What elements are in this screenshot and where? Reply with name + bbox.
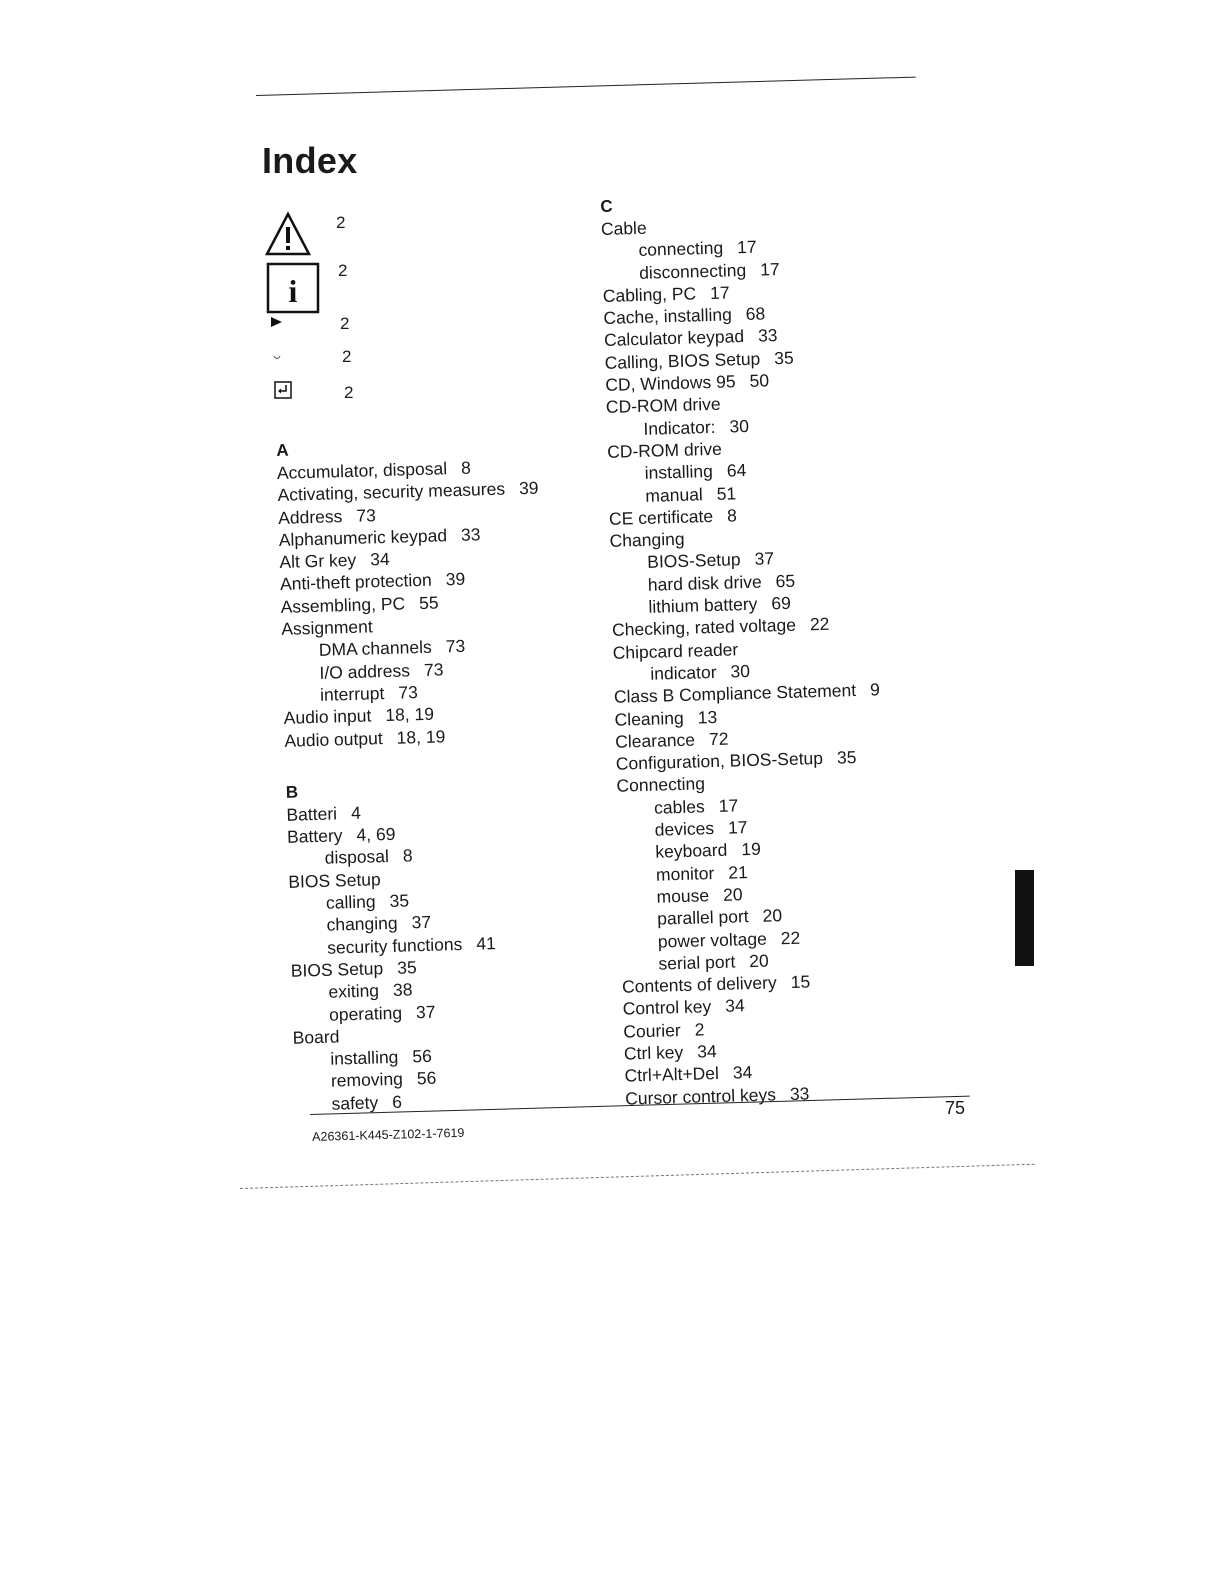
entry-pages: 34	[732, 1062, 753, 1083]
entry-term: Anti-theft protection	[279, 570, 433, 595]
entry-pages: 9	[869, 679, 881, 700]
entry-term: operating	[328, 1002, 403, 1025]
entry-pages: 73	[423, 659, 444, 680]
entry-pages: 38	[392, 979, 413, 1001]
entry-pages: 20	[762, 905, 783, 926]
entry-term: monitor	[655, 862, 715, 885]
entry-term: Alt Gr key	[279, 549, 357, 573]
entry-pages: 64	[726, 460, 747, 481]
entry-pages: 4, 69	[356, 823, 396, 846]
entry-pages: 39	[518, 477, 539, 499]
symbol-row	[270, 314, 349, 334]
warning-triangle-icon	[264, 210, 312, 263]
entry-term: mouse	[656, 885, 710, 907]
entry-term: devices	[654, 818, 715, 840]
entry-term: Cabling, PC	[602, 283, 697, 306]
symbol-page: 2	[342, 347, 352, 366]
entry-term: changing	[326, 913, 398, 936]
symbol-row	[264, 210, 345, 263]
entry-pages: 51	[716, 482, 737, 504]
entry-term: hard disk drive	[647, 571, 762, 595]
entry-term: security functions	[326, 933, 463, 958]
entry-term: BIOS Setup	[288, 869, 381, 892]
entry-pages: 35	[396, 957, 417, 978]
entry-term: connecting	[638, 237, 724, 261]
entry-term: CD-ROM drive	[606, 438, 723, 462]
symbol-page: 2	[336, 212, 346, 232]
symbol-page: 2	[338, 260, 348, 280]
entry-term: BIOS-Setup	[646, 549, 741, 573]
entry-pages: 8	[460, 457, 472, 478]
entry-pages: 17	[759, 258, 780, 280]
entry-pages: 33	[757, 325, 778, 347]
entry-term: Cache, installing	[603, 304, 733, 329]
entry-pages: 8	[726, 505, 738, 526]
entry-term: cables	[653, 796, 705, 818]
entry-pages: 17	[727, 817, 748, 838]
entry-term: Assembling, PC	[280, 593, 406, 617]
entry-term: Ctrl+Alt+Del	[624, 1063, 720, 1086]
entry-term: Control key	[622, 996, 712, 1020]
entry-pages: 4	[350, 802, 362, 823]
entry-pages: 34	[369, 549, 390, 570]
entry-term: CD-ROM drive	[605, 394, 721, 418]
arrow-bullet-icon	[270, 315, 284, 334]
page-title: Index	[262, 140, 358, 181]
entry-pages: 30	[730, 660, 751, 682]
entry-term: keyboard	[655, 840, 728, 863]
entry-pages: 73	[398, 682, 419, 703]
document-code: A26361-K445-Z102-1-7619	[312, 1125, 465, 1144]
enter-key-icon	[274, 381, 292, 404]
entry-term: removing	[330, 1069, 404, 1092]
entry-term: BIOS Setup	[290, 958, 384, 981]
entry-term: Board	[292, 1026, 340, 1048]
entry-term: Audio output	[284, 727, 383, 751]
entry-pages: 33	[789, 1083, 810, 1104]
entry-term: installing	[330, 1046, 399, 1069]
entry-pages: 2	[694, 1019, 705, 1040]
entry-term: Assignment	[281, 616, 373, 640]
entry-term: Alphanumeric keypad	[278, 525, 448, 550]
entry-pages: 39	[445, 569, 466, 590]
entry-term: Accumulator, disposal	[276, 458, 448, 483]
entry-term: I/O address	[319, 660, 411, 683]
index-section-a	[276, 433, 546, 752]
entry-term: Batteri	[286, 803, 338, 825]
thumb-index-tab	[1015, 870, 1034, 966]
entry-term: safety	[331, 1092, 379, 1114]
symbol-row	[274, 381, 353, 404]
svg-text:i: i	[288, 273, 298, 309]
entry-pages: 56	[416, 1068, 437, 1089]
index-section-b	[286, 774, 556, 1115]
entry-pages: 18, 19	[396, 725, 446, 748]
entry-term: Clearance	[614, 729, 696, 752]
entry-term: Chipcard reader	[612, 638, 739, 663]
entry-term: Cable	[600, 217, 647, 239]
entry-pages: 20	[748, 950, 770, 971]
entry-pages: 20	[722, 884, 743, 905]
entry-term: Ctrl key	[623, 1041, 684, 1064]
symbol-row	[272, 347, 351, 367]
entry-pages: 73	[445, 636, 466, 657]
symbol-row	[266, 262, 347, 319]
section-letter: C	[600, 196, 613, 216]
entry-pages: 22	[780, 927, 801, 948]
entry-pages: 33	[460, 524, 481, 545]
entry-term: Battery	[286, 825, 343, 847]
entry-pages: 21	[728, 861, 749, 883]
entry-pages: 65	[775, 570, 796, 591]
entry-term: manual	[645, 483, 704, 506]
small-mark-icon	[272, 348, 282, 367]
entry-term: Contents of delivery	[621, 972, 777, 997]
index-column-right	[600, 189, 891, 1110]
entry-pages: 22	[809, 614, 830, 635]
entry-term: Address	[277, 505, 343, 528]
entry-pages: 73	[356, 504, 377, 526]
entry-term: Calculator keypad	[603, 326, 745, 351]
scan-edge-line	[240, 1164, 1035, 1189]
entry-term: Cleaning	[614, 707, 684, 730]
entry-pages: 18, 19	[385, 703, 435, 726]
entry-term: Connecting	[616, 773, 706, 797]
entry-term: Changing	[609, 528, 685, 552]
entry-term: interrupt	[319, 683, 385, 705]
entry-pages: 8	[402, 845, 413, 867]
section-letter: B	[285, 782, 299, 802]
entry-pages: 68	[745, 303, 766, 325]
symbol-page: 2	[344, 382, 354, 402]
entry-pages: 37	[411, 912, 432, 933]
entry-term: CD, Windows 95	[605, 371, 736, 396]
index-section-c	[600, 189, 891, 1110]
entry-pages: 13	[697, 706, 718, 728]
entry-pages: 35	[773, 347, 794, 368]
entry-pages: 15	[790, 971, 811, 993]
entry-pages: 17	[709, 282, 730, 303]
entry-pages: 34	[724, 995, 745, 1017]
entry-pages: 17	[736, 236, 757, 258]
entry-term: Class B Compliance Statement	[613, 680, 857, 708]
entry-term: power voltage	[657, 928, 768, 952]
entry-term: Indicator:	[643, 416, 716, 439]
entry-pages: 30	[729, 415, 750, 437]
entry-pages: 56	[412, 1046, 433, 1067]
entry-pages: 17	[718, 795, 739, 816]
entry-pages: 50	[749, 370, 770, 391]
entry-pages: 37	[754, 548, 775, 570]
info-box-icon	[266, 262, 320, 319]
entry-pages: 19	[741, 839, 762, 860]
header-rule	[256, 77, 916, 96]
entry-term: exiting	[328, 980, 380, 1002]
entry-term: parallel port	[656, 906, 749, 929]
symbol-page: 2	[340, 314, 350, 333]
entry-term: indicator	[650, 661, 717, 684]
entry-term: disposal	[324, 846, 390, 869]
entry-term: lithium battery	[648, 593, 758, 617]
index-column-left	[276, 433, 556, 1116]
entry-term: disconnecting	[638, 259, 747, 283]
entry-term: serial port	[658, 951, 736, 974]
entry-term: Configuration, BIOS-Setup	[615, 748, 824, 774]
entry-pages: 37	[415, 1001, 436, 1022]
entry-term: Cursor control keys	[624, 1084, 777, 1109]
entry-term: installing	[644, 461, 714, 484]
page-number: 75	[945, 1098, 966, 1118]
entry-term: Checking, rated voltage	[611, 615, 797, 641]
entry-pages: 6	[391, 1091, 403, 1112]
entry-pages: 69	[771, 592, 792, 614]
entry-pages: 35	[836, 747, 857, 768]
entry-term: Activating, security measures	[277, 478, 506, 506]
section-letter: A	[276, 440, 289, 460]
entry-term: Calling, BIOS Setup	[604, 348, 761, 373]
entry-term: CE certificate	[608, 505, 714, 529]
entry-term: calling	[325, 891, 376, 913]
entry-pages: 34	[696, 1041, 717, 1062]
entry-term: Courier	[623, 1019, 681, 1042]
entry-term: DMA channels	[318, 637, 432, 661]
entry-pages: 41	[476, 932, 497, 954]
entry-pages: 35	[389, 890, 410, 912]
entry-term: Audio input	[283, 705, 372, 729]
entry-pages: 72	[708, 728, 729, 749]
entry-pages: 55	[418, 592, 439, 613]
